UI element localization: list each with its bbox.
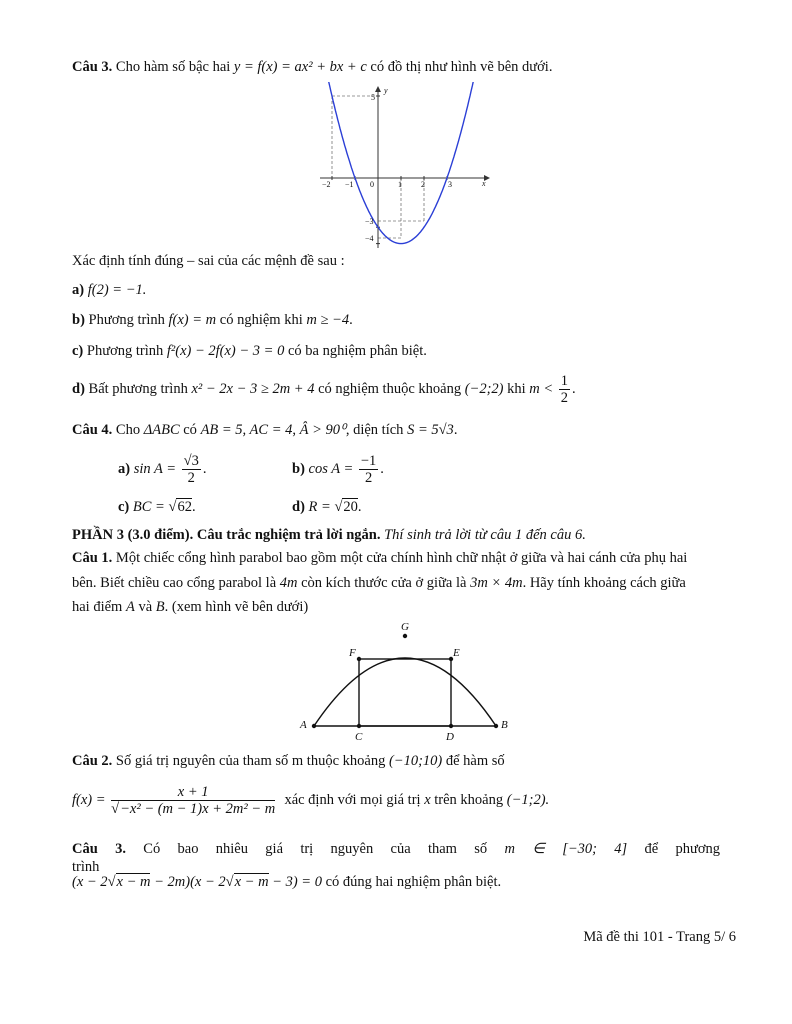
point-A-ref: A [125, 599, 135, 615]
q4-item-d: d) R = √20. [292, 499, 362, 515]
equation-part: − 2m)(x − 2 [154, 874, 226, 890]
variable: x [424, 792, 431, 808]
x-tick-label: 2 [421, 180, 425, 189]
origin-label: 0 [370, 180, 374, 189]
equation-part: (x − 2 [72, 874, 108, 890]
item-label: d) [72, 381, 85, 397]
point-G [403, 634, 407, 638]
x-tick-label: 3 [448, 180, 452, 189]
q4-item-a: a) sin A = $\frac{√3}{2}$ . [118, 453, 207, 487]
p3q2-text: xác định với mọi giá trị [284, 792, 421, 808]
radicand: 62 [177, 499, 192, 515]
label-C: C [355, 731, 363, 742]
part3-heading [72, 526, 586, 544]
q4-item-b: b) cos A = $\frac{-1}{2}$ . [292, 453, 384, 487]
x-tick-label: 1 [398, 180, 402, 189]
p3q1-text: . Hãy tính khoảng cách giữa [522, 575, 686, 591]
radicand: x − m [116, 874, 151, 890]
y-tick-label: −4 [365, 234, 374, 243]
item-text: Phương trình [88, 312, 165, 328]
radicand: −x² − (m − 1)x + 2m² − m [120, 801, 276, 818]
item-label: d) [292, 499, 305, 515]
item-formula: x² − 2x − 3 ≥ 2m + 4 [191, 381, 315, 397]
q4-sides: AB = 5, AC = 4 [200, 422, 293, 438]
p3q2-text: để hàm số [445, 753, 505, 769]
item-condition: m ≥ −4 [306, 312, 350, 328]
q3-item-c [72, 342, 427, 360]
q4-label: Câu 4. [72, 422, 113, 438]
p3q1-text: bên. Biết chiều cao cổng parabol là [72, 575, 277, 591]
p3q3-set: m ∈ [−30; 4] [504, 841, 628, 857]
p3q1-label: Câu 1. [72, 550, 113, 566]
y-axis-arrow [375, 86, 381, 92]
item-text: Bất phương trình [88, 381, 188, 397]
function-lhs: f(x) = [72, 792, 106, 808]
x-tick-label: −1 [345, 180, 354, 189]
point-B-ref: B [155, 599, 165, 615]
item-label: c) [118, 499, 130, 515]
p3q2-text: trên khoảng [434, 792, 504, 808]
p3q2-interval: (−10;10) [388, 753, 443, 769]
x-tick-label: −2 [322, 180, 331, 189]
q3-text-before: Cho hàm số bậc hai [115, 59, 231, 75]
point-D [449, 724, 453, 728]
q3-item-a [72, 281, 146, 299]
y-tick-label: 5 [371, 93, 375, 102]
p3q1-text: và [138, 599, 153, 615]
p3q2-label: Câu 2. [72, 753, 113, 769]
item-text: có ba nghiệm phân biệt. [287, 343, 427, 359]
item-text: Phương trình [86, 343, 164, 359]
q3-item-d: d) Bất phương trình x² − 2x − 3 ≥ 2m + 4 có nghiệm thuộc khoảng (−2;2) khi m < $\frac{1}{2}$ . [72, 373, 576, 407]
q3-intro: Xác định tính đúng – sai của các mệnh đề sau : [72, 253, 345, 269]
p3q1-line1 [72, 549, 687, 567]
p3q1-text: Một chiếc cổng hình parabol bao gồm một cửa chính hình chữ nhật ở giữa và hai cánh cửa phụ hai [115, 550, 688, 566]
gate-parabola [314, 658, 496, 726]
item-label: c) [72, 343, 84, 359]
function-fraction [111, 784, 275, 817]
q4-text: có [183, 422, 197, 438]
fraction-numerator: x + 1 [111, 784, 275, 801]
p3q1-text: hai điểm [72, 599, 123, 615]
q4-header: Câu 4. Cho ΔABC có AB = 5, AC = 4, Â > 90⁰, diện tích S = 5√3. [72, 422, 458, 438]
part3-note: Thí sinh trả lời từ câu 1 đến câu 6. [384, 527, 586, 543]
y-axis-label: y [384, 86, 388, 95]
fraction: $\frac{√3}{2}$ [183, 453, 199, 487]
q3-item-b: b) Phương trình f(x) = m có nghiệm khi m ≥ −4. [72, 312, 353, 328]
page-footer: Mã đề thi 101 - Trang 5/ 6 [583, 929, 736, 945]
q3-label: Câu 3. [72, 59, 113, 75]
fraction-denominator: √−x² − (m − 1)x + 2m² − m [111, 801, 276, 818]
item-formula: R = [308, 499, 331, 515]
triangle-name: ΔABC [143, 422, 180, 438]
item-text: có nghiệm thuộc khoảng [318, 381, 462, 397]
q4-text: Cho [115, 422, 141, 438]
item-label: a) [72, 282, 85, 298]
y-tick-label: −3 [365, 217, 374, 226]
main-door-rect [359, 659, 451, 726]
item-formula: f(2) = −1. [87, 282, 147, 298]
p3q1-size: 3m × 4m [470, 575, 523, 591]
item-label: b) [72, 312, 85, 328]
item-formula: f²(x) − 2f(x) − 3 = 0 [166, 343, 285, 359]
fraction: $\frac{-1}{2}$ [360, 453, 377, 487]
p3q2-interval: (−1;2). [506, 792, 550, 808]
q4-text: , diện tích [345, 422, 404, 438]
q4-item-c: c) BC = √62. [118, 499, 196, 515]
q3-formula: y = f(x) = ax² + bx + c [233, 59, 367, 75]
q4-area: S = 5√3 [407, 422, 454, 438]
item-interval: (−2;2) [464, 381, 504, 397]
p3q2-line2 [72, 780, 549, 820]
item-text: khi [507, 381, 526, 397]
gate-figure [296, 618, 516, 742]
p3q3-text: có đúng hai nghiệm phân biệt. [325, 874, 502, 890]
label-A: A [300, 719, 307, 731]
q3-text-after: có đồ thị như hình vẽ bên dưới. [370, 59, 553, 75]
part3-title: PHẦN 3 (3.0 điểm). Câu trắc nghiệm trả lời ngắn. [72, 527, 381, 543]
q3-header [72, 58, 552, 76]
p3q1-text: . (xem hình vẽ bên dưới) [164, 599, 309, 615]
item-formula: f(x) = m [168, 312, 217, 328]
item-condition: m < [529, 381, 554, 397]
equation-part: − 3) = 0 [272, 874, 322, 890]
item-label: a) [118, 461, 131, 477]
item-text: có nghiệm khi [219, 312, 303, 328]
fraction: $\frac{1}{2}$ [560, 373, 569, 407]
p3q3-line2: (x − 2√x − m − 2m)(x − 2√x − m − 3) = 0 có đúng hai nghiệm phân biệt. [72, 874, 502, 890]
label-B: B [501, 719, 508, 731]
point-A [312, 724, 316, 728]
x-axis-label: x [482, 179, 486, 188]
radicand: 20 [343, 499, 358, 515]
parabola-graph [310, 82, 500, 250]
p3q2-text: Số giá trị nguyên của tham số m thuộc khoảng [115, 753, 386, 769]
item-formula: sin A = [133, 461, 177, 477]
p3q1-text: còn kích thước cửa ở giữa là [301, 575, 467, 591]
point-C [357, 724, 361, 728]
label-D: D [446, 731, 454, 742]
p3q3-text: Có bao nhiêu giá trị nguyên của tham số [143, 841, 488, 857]
p3q3-text: để phương trình [72, 841, 720, 875]
p3q2-line1 [72, 752, 505, 770]
p3q1-line2 [72, 574, 686, 592]
q4-angle: Â > 90⁰ [299, 422, 346, 438]
point-F [357, 657, 361, 661]
item-formula: cos A = [308, 461, 354, 477]
p3q1-line3 [72, 598, 308, 616]
item-label: b) [292, 461, 305, 477]
p3q1-height: 4m [279, 575, 298, 591]
p3q3-label: Câu 3. [72, 841, 126, 857]
radicand: x − m [234, 874, 269, 890]
point-B [494, 724, 498, 728]
label-F: F [349, 647, 356, 659]
item-formula: BC = [132, 499, 165, 515]
p3q3-line1 [72, 840, 720, 876]
label-E: E [453, 647, 460, 659]
label-G: G [401, 621, 409, 633]
